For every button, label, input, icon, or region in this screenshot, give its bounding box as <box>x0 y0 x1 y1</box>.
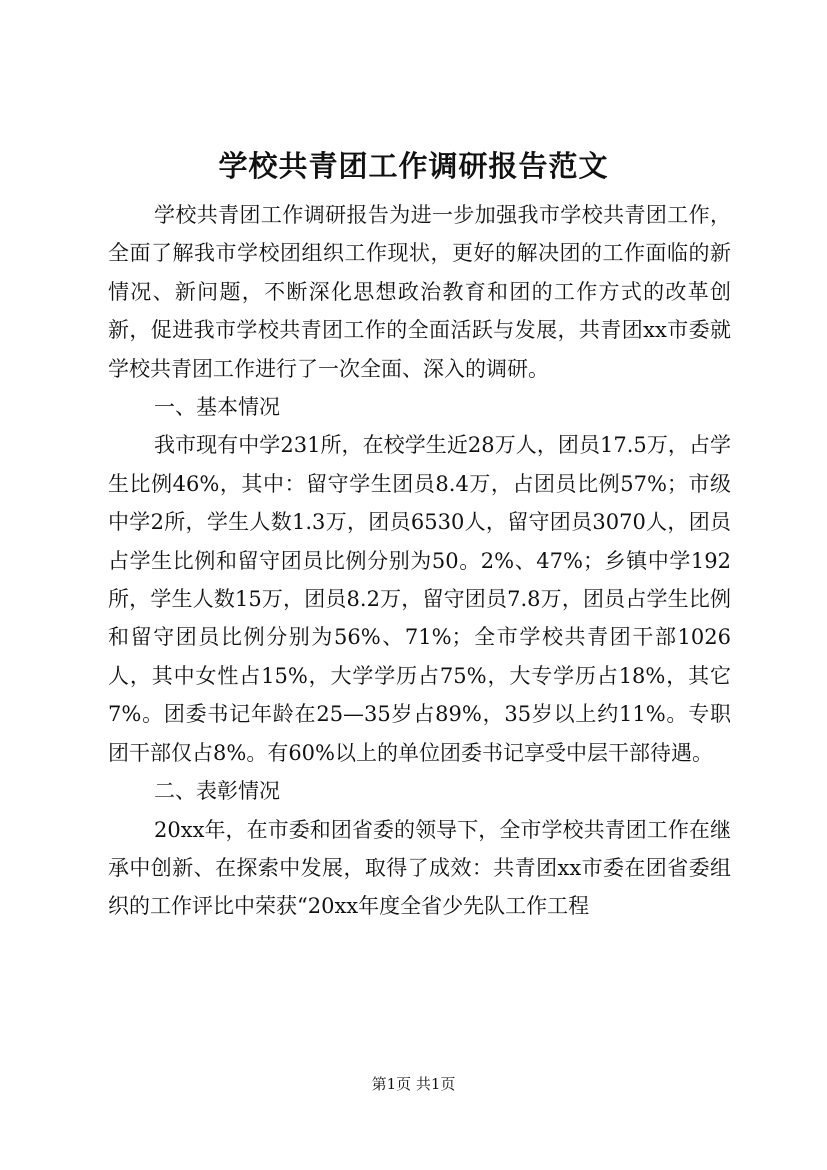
page-footer: 第1页 共1页 <box>371 1075 456 1093</box>
document-body <box>108 196 731 926</box>
paragraph-intro: 学校共青团工作调研报告为进一步加强我市学校共青团工作，全面了解我市学校团组织工作现状，更好的解决团的工作面临的新情况、新问题，不断深化思想政治教育和团的工作方式的改革创新，促进我市学校共青团工作的全面活跃与发展，共青团xx市委就学校共青团工作进行了一次全面、深入的调研。 <box>108 203 731 381</box>
section-heading-commendation: 二、表彰情况 <box>154 779 280 804</box>
section-heading-basic-situation: 一、基本情况 <box>154 395 280 420</box>
document-title: 学校共青团工作调研报告范文 <box>218 149 609 183</box>
paragraph-basic-situation: 我市现有中学231所，在校学生近28万人，团员17.5万，占学生比例46%，其中：留守学生团员8.4万，占团员比例57%；市级中学2所，学生人数1.3万，团员6530人，留守团员3070人，团员占学生比例和留守团员比例分别为50。2%、47%；乡镇中学192所，学生人数15万，团员8.2万，留守团员7.8万，团员占学生比例和留守团员比例分别为56%、71%；全市学校共青团干部1026人，其中女性占15%，大学学历占75%，大专学历占18%，其它7%。团委书记年龄在25—35岁占89%，35岁以上约11%。专职团干部仅占8%。有60%以上的单位团委书记享受中层干部待遇。 <box>108 433 731 765</box>
paragraph-commendation: 20xx年，在市委和团省委的领导下，全市学校共青团工作在继承中创新、在探索中发展，取得了成效：共青团xx市委在团省委组织的工作评比中荣获“20xx年度全省少先队工作工程 <box>108 817 731 919</box>
